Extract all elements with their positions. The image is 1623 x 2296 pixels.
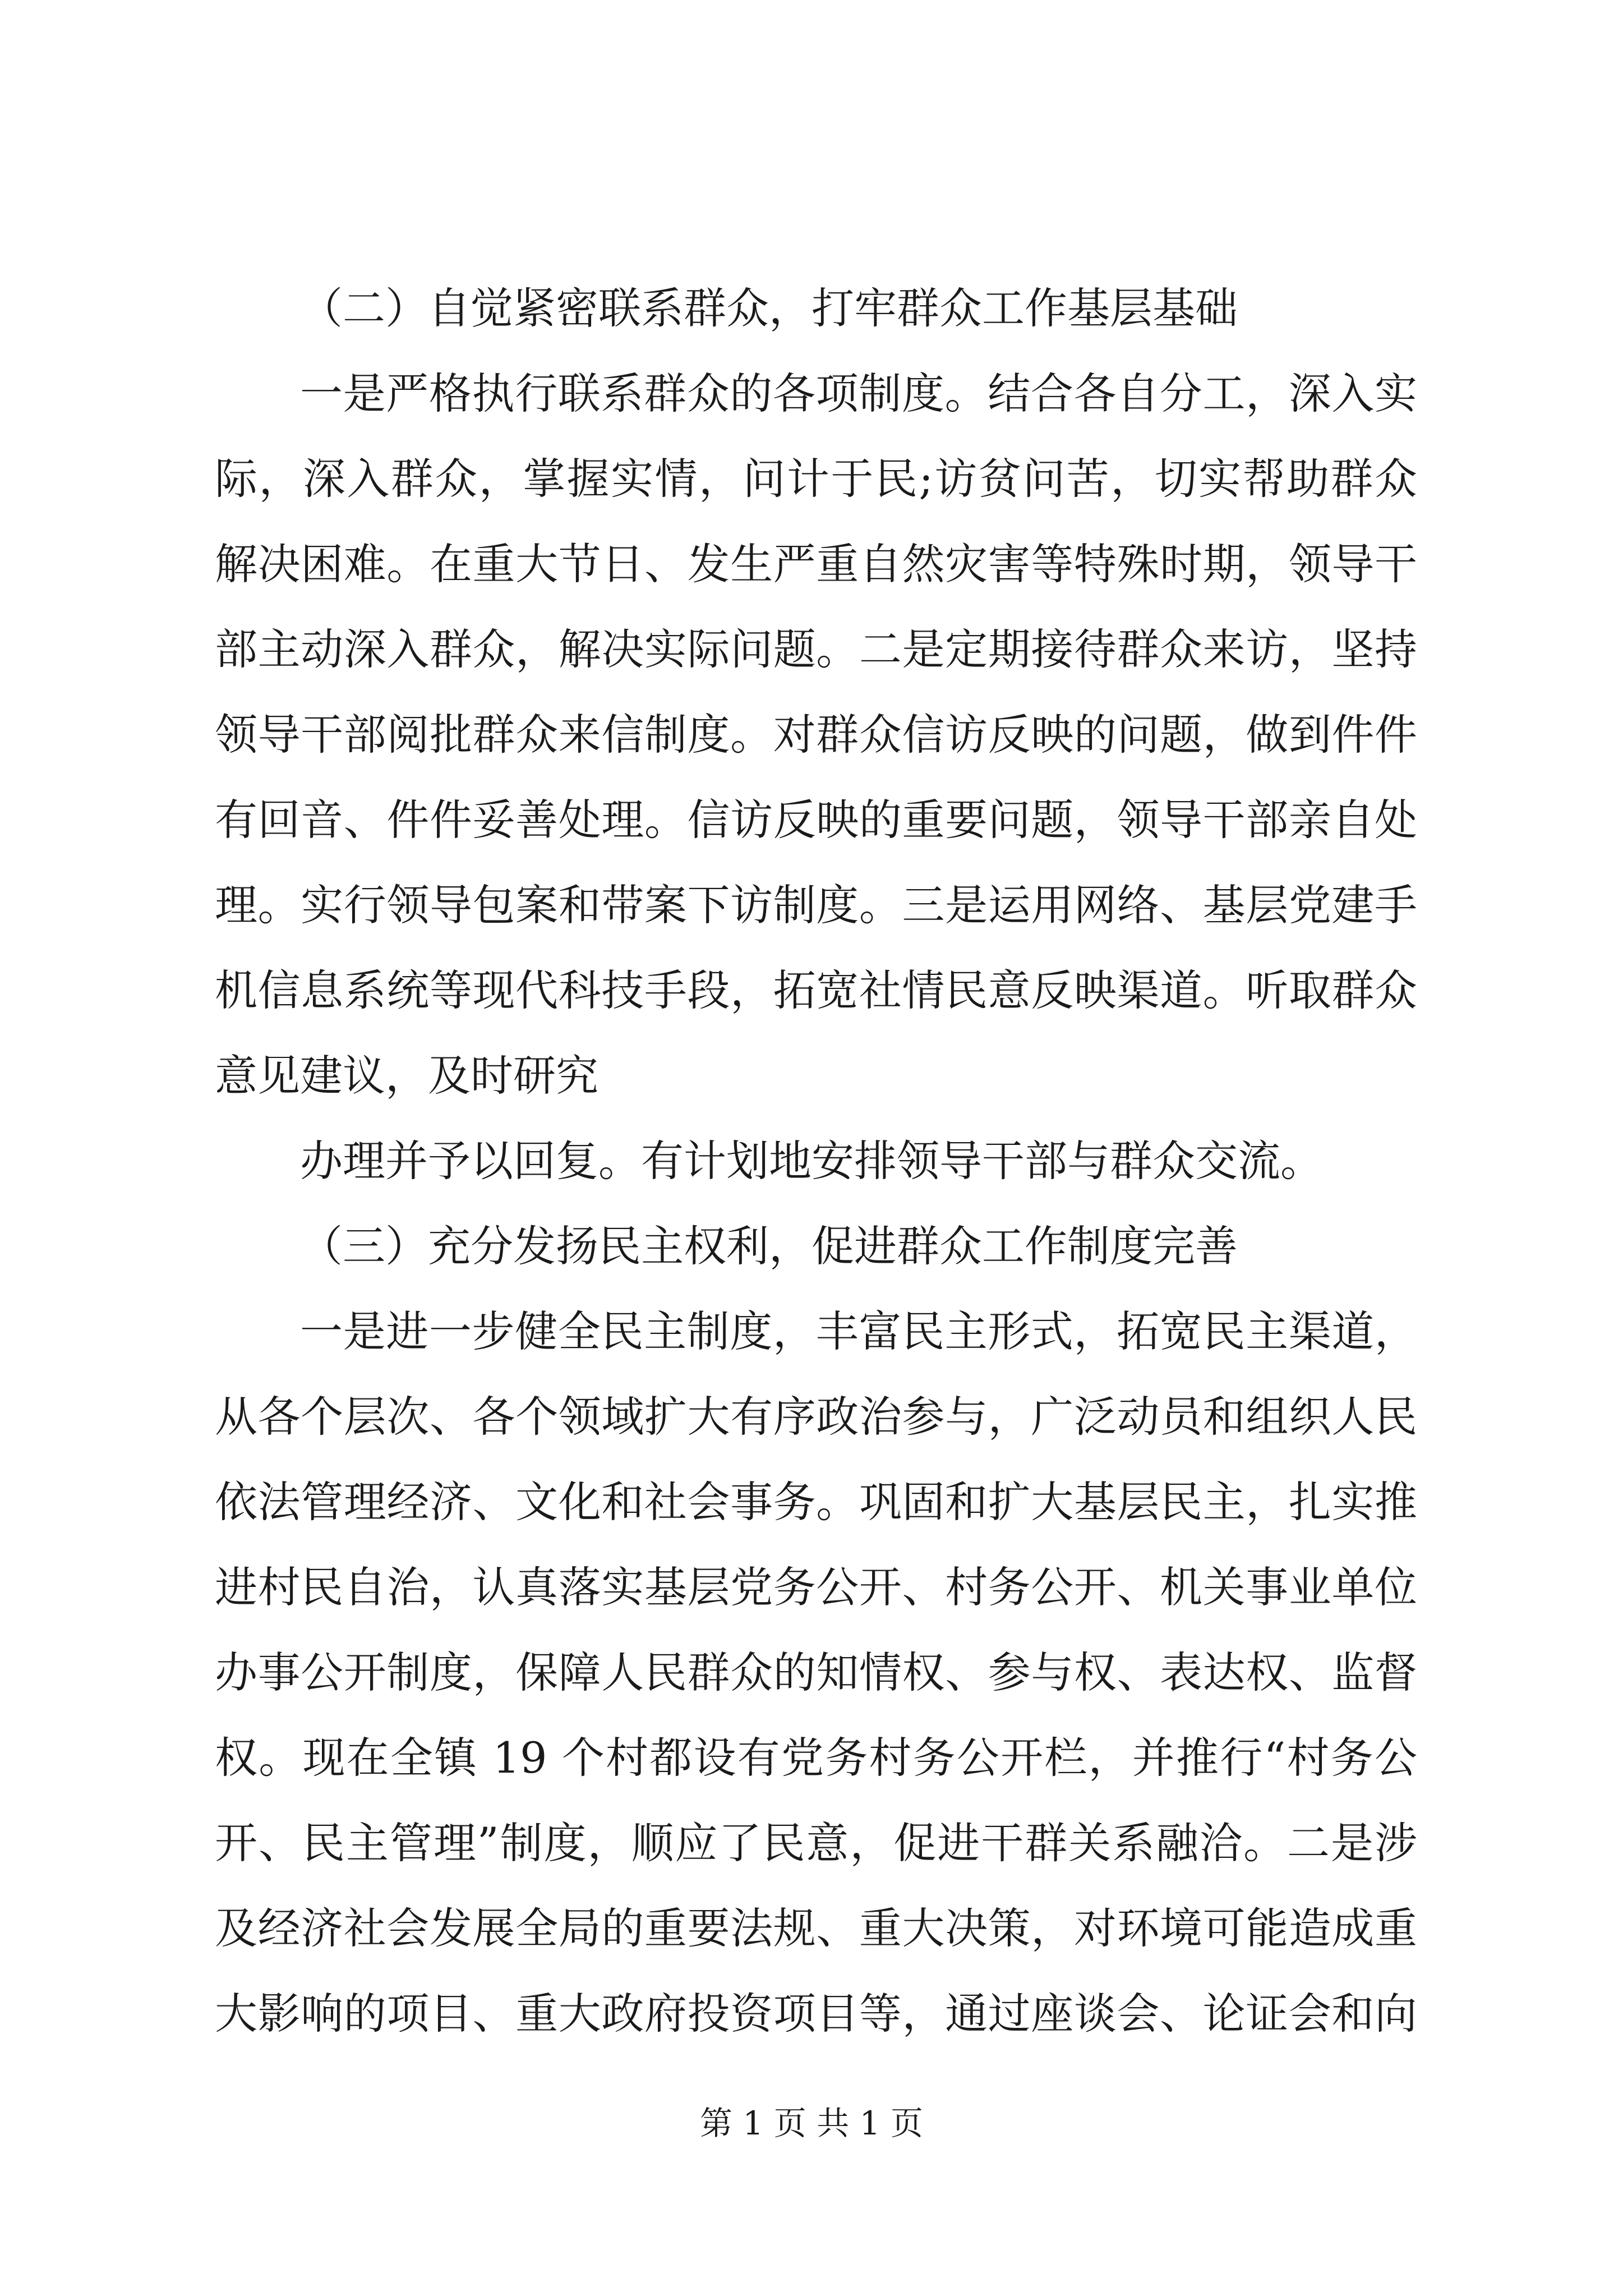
paragraph-line: 权。现在全镇 19 个村都设有党务村务公开栏，并推行“村务公 — [215, 1733, 1417, 1783]
section-heading-2: （二）自觉紧密联系群众，打牢群众工作基层基础 — [300, 283, 1238, 333]
paragraph-line: 有回音、件件妥善处理。信访反映的重要问题，领导干部亲自处 — [215, 795, 1417, 845]
paragraph-line: 一是进一步健全民主制度，丰富民主形式，拓宽民主渠道， — [300, 1306, 1417, 1356]
paragraph-line: 开、民主管理”制度，顺应了民意，促进干群关系融洽。二是涉 — [215, 1818, 1417, 1868]
paragraph-line: 办理并予以回复。有计划地安排领导干部与群众交流。 — [300, 1136, 1323, 1186]
paragraph-line: 部主动深入群众，解决实际问题。二是定期接待群众来访，坚持 — [215, 624, 1417, 674]
paragraph-line: 依法管理经济、文化和社会事务。巩固和扩大基层民主，扎实推 — [215, 1477, 1417, 1527]
paragraph-line: 及经济社会发展全局的重要法规、重大决策，对环境可能造成重 — [215, 1903, 1417, 1953]
paragraph-line: 大影响的项目、重大政府投资项目等，通过座谈会、论证会和向 — [215, 1989, 1417, 2039]
section-heading-3: （三）充分发扬民主权利，促进群众工作制度完善 — [300, 1221, 1238, 1271]
paragraph-line: 机信息系统等现代科技手段，拓宽社情民意反映渠道。听取群众 — [215, 965, 1417, 1015]
paragraph-line: 从各个层次、各个领域扩大有序政治参与，广泛动员和组织人民 — [215, 1392, 1417, 1442]
paragraph-line: 解决困难。在重大节日、发生严重自然灾害等特殊时期，领导干 — [215, 539, 1417, 589]
paragraph-line: 理。实行领导包案和带案下访制度。三是运用网络、基层党建手 — [215, 880, 1417, 930]
page-footer: 第 1 页 共 1 页 — [700, 2104, 923, 2142]
paragraph-line: 一是严格执行联系群众的各项制度。结合各自分工，深入实 — [300, 369, 1417, 418]
paragraph-line: 领导干部阅批群众来信制度。对群众信访反映的问题，做到件件 — [215, 710, 1417, 760]
paragraph-line: 意见建议，及时研究 — [215, 1051, 598, 1101]
paragraph-line: 办事公开制度，保障人民群众的知情权、参与权、表达权、监督 — [215, 1648, 1417, 1697]
paragraph-line: 际，深入群众，掌握实情，问计于民;访贫问苦，切实帮助群众 — [215, 454, 1417, 504]
document-body — [215, 266, 1417, 2056]
paragraph-line: 进村民自治，认真落实基层党务公开、村务公开、机关事业单位 — [215, 1562, 1417, 1612]
